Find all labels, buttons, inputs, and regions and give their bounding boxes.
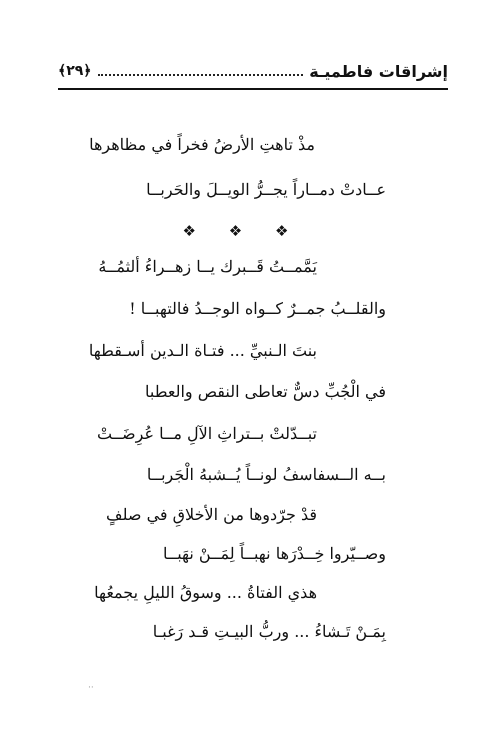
poem-line: عــادتْ دمــاراً يجــرُّ الويــلَ والحَربــا (146, 180, 386, 199)
header-rule (58, 88, 448, 90)
poem-line: هذي الفتاةُ ... وسوقُ الليلِ يجمعُها (94, 583, 317, 602)
poem-line: قدْ جرّدوها من الأخلاقِ في صلفٍ (106, 505, 317, 524)
poem-line: وصــيّروا خِــدْرَها نهبــاً لِمَــنْ نهَبــا (162, 544, 386, 563)
page-header (58, 58, 448, 84)
poem-line: تبــدّلتْ بــتراثِ الآلِ مــا عُرِضَــتْ (96, 424, 317, 443)
poem-line: والقلــبُ جمــرٌ كــواه الوجــدُ فالتهبــا ! (129, 299, 386, 318)
running-title: إشراقات فاطميـة (309, 61, 448, 81)
poem-line: في الْجُبِّ دسٌّ تعاطى النقص والعطبا (145, 382, 386, 401)
poem-line: يَمَّمــتُ قَــبرك يــا زهــراءُ ألثمُــهُ (98, 257, 317, 276)
paper-speck: ⋅⋅ (88, 683, 94, 693)
section-ornament: ❖ ❖ ❖ (182, 222, 303, 240)
page-number: ﴿٢٩﴾ (58, 63, 92, 79)
poem-line: مذْ تاهتِ الأرضُ فخراً في مظاهرها (89, 135, 315, 154)
poem-line: بــه الــسفاسفُ لونــاً يُــشبهُ الْجَربــا (146, 465, 386, 484)
poem-line: بنتَ الـنبيِّ ... فتـاة الـدين أسـقطها (88, 341, 317, 360)
header-dot-leader (98, 74, 304, 76)
poem-line: بِمَـنْ تَـشاءُ ... وربُّ البيـتِ قـد رَغبـا (152, 622, 386, 641)
